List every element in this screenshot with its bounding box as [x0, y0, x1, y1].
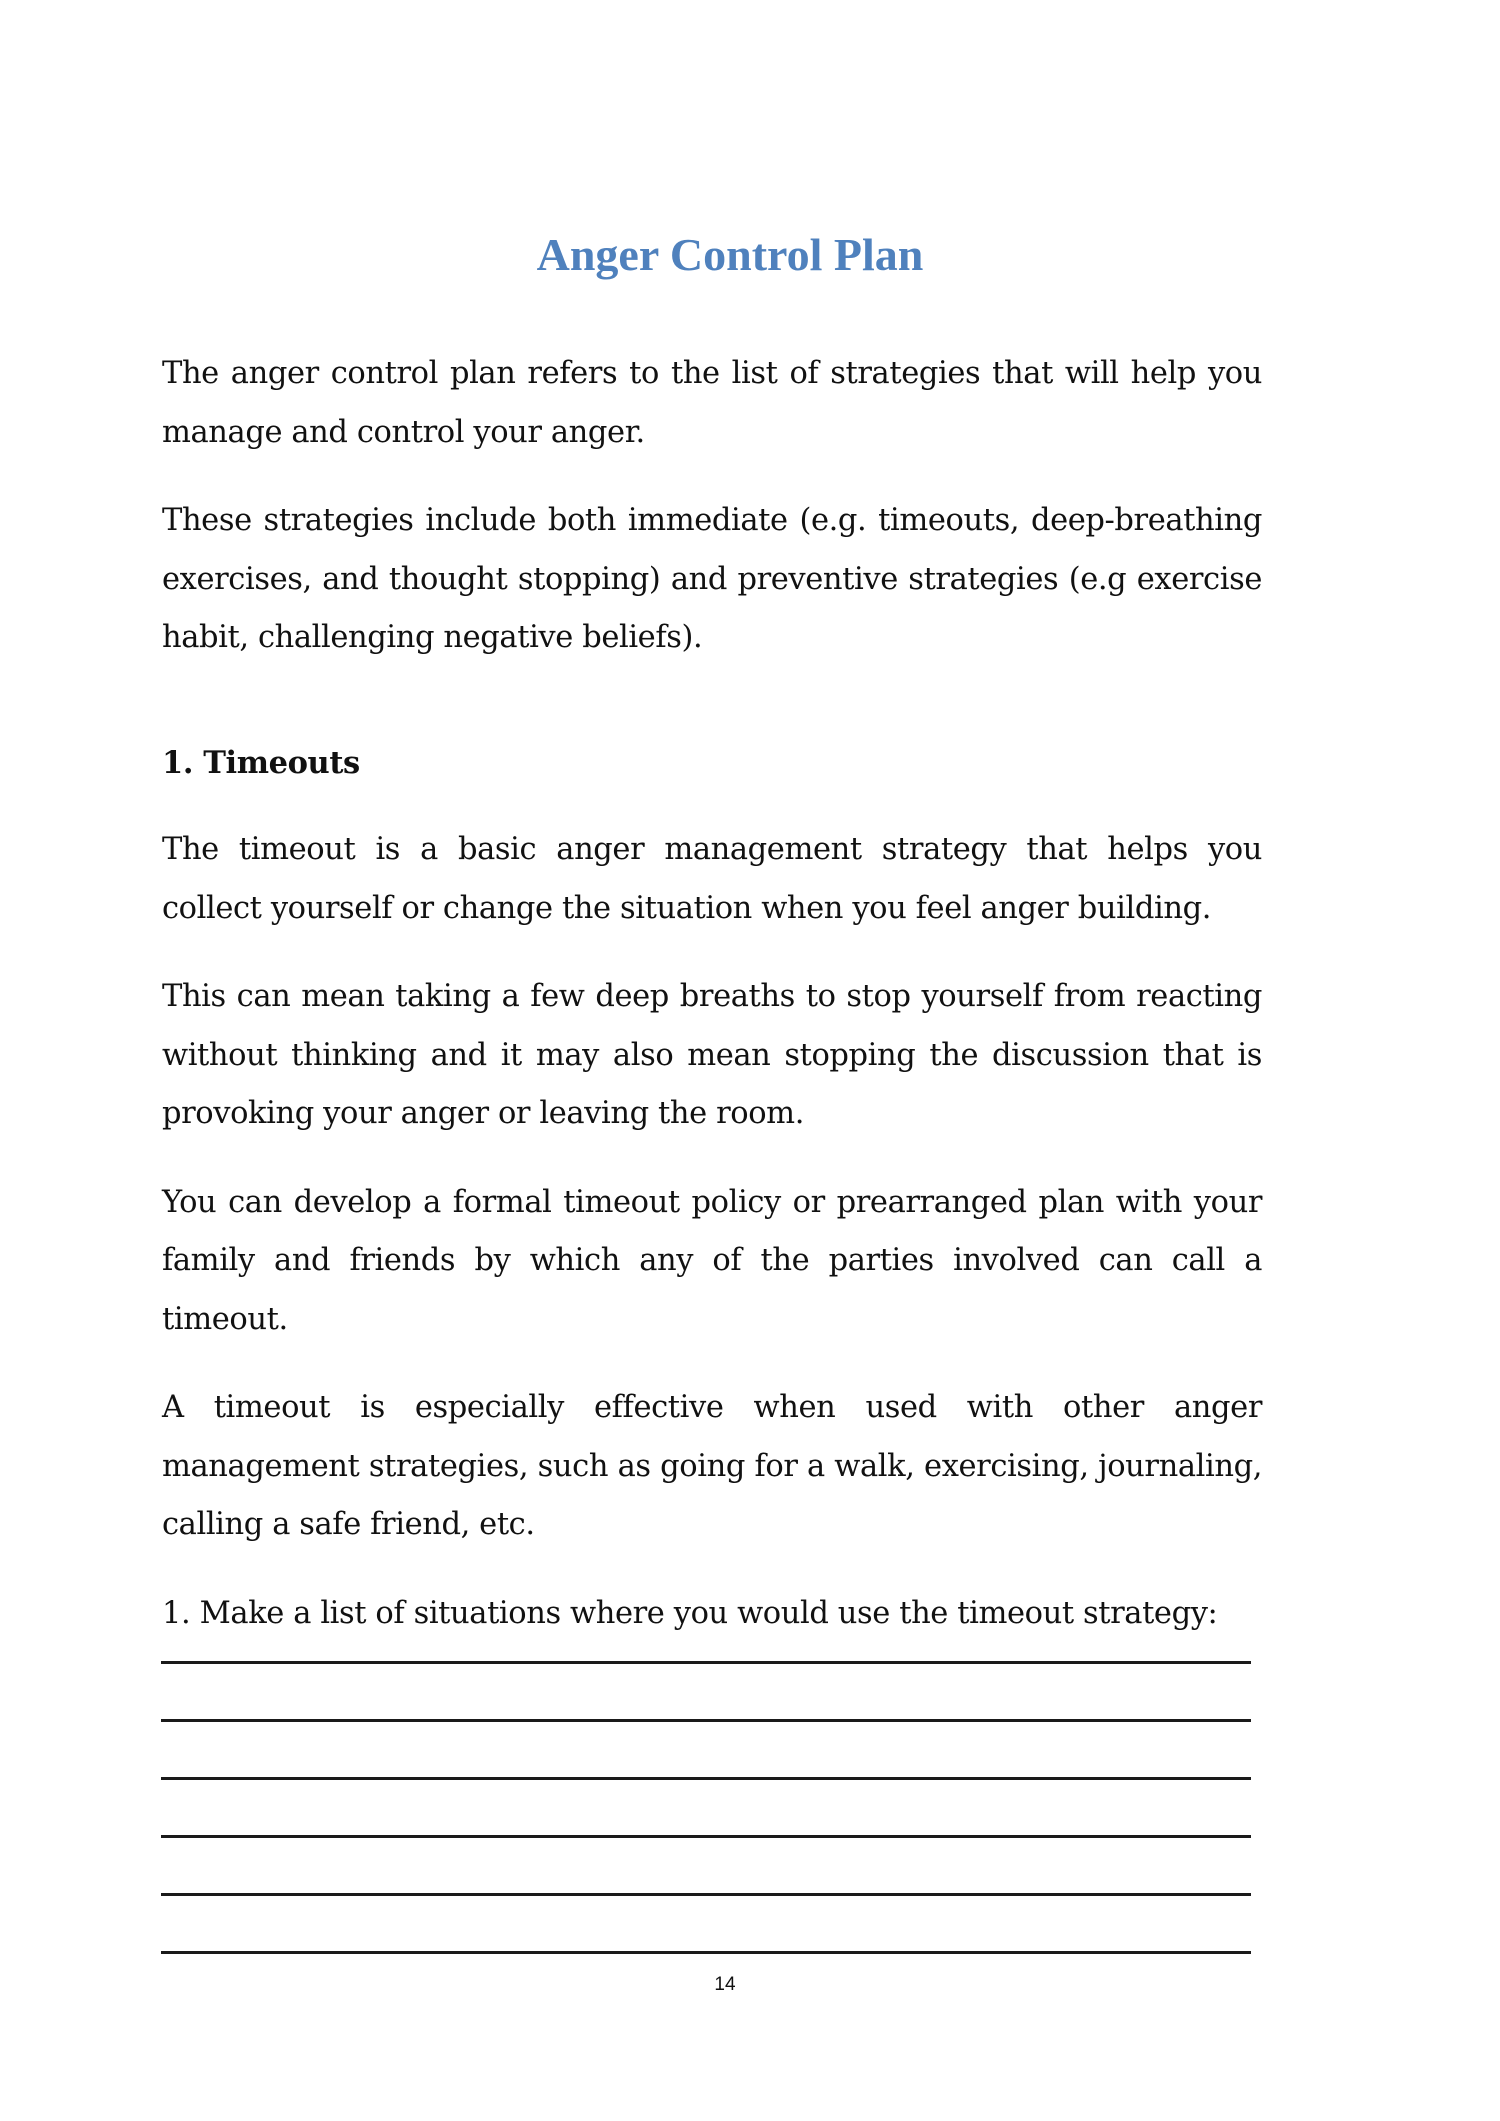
- section-heading: 1. Timeouts: [162, 744, 360, 781]
- writing-lines: [161, 1661, 1251, 2009]
- writing-line[interactable]: [161, 1835, 1251, 1838]
- page-title: Anger Control Plan: [536, 228, 924, 280]
- writing-line[interactable]: [161, 1893, 1251, 1896]
- intro-paragraph: These strategies include both immediate (e.g. timeouts, deep-breathing exercises, and thought stopping) and preventive strategies (e.g exercise habit, challenging negative beliefs).: [162, 503, 1262, 655]
- section-paragraph: A timeout is especially effective when used with other anger management strategies, such as going for a walk, exercising, journaling, calling a safe friend, etc.: [162, 1390, 1262, 1542]
- section-paragraph: This can mean taking a few deep breaths to stop yourself from reacting without thinking and it may also mean stopping the discussion that is provoking your anger or leaving the room.: [162, 979, 1262, 1131]
- writing-line[interactable]: [161, 1719, 1251, 1722]
- writing-line[interactable]: [161, 1951, 1251, 1954]
- section-paragraph: The timeout is a basic anger management strategy that helps you collect yourself or change the situation when you feel anger building.: [162, 832, 1262, 926]
- section-paragraph: You can develop a formal timeout policy or prearranged plan with your family and friends by which any of the parties involved can call a timeout.: [162, 1184, 1262, 1337]
- page-number: 14: [714, 1974, 736, 1995]
- writing-line[interactable]: [161, 1661, 1251, 1664]
- page-content: [162, 345, 1262, 1643]
- exercise-prompt: 1. Make a list of situations where you would use the timeout strategy:: [162, 1595, 1218, 1631]
- writing-line[interactable]: [161, 1777, 1251, 1780]
- intro-paragraph: The anger control plan refers to the list of strategies that will help you manage and control your anger.: [162, 356, 1262, 450]
